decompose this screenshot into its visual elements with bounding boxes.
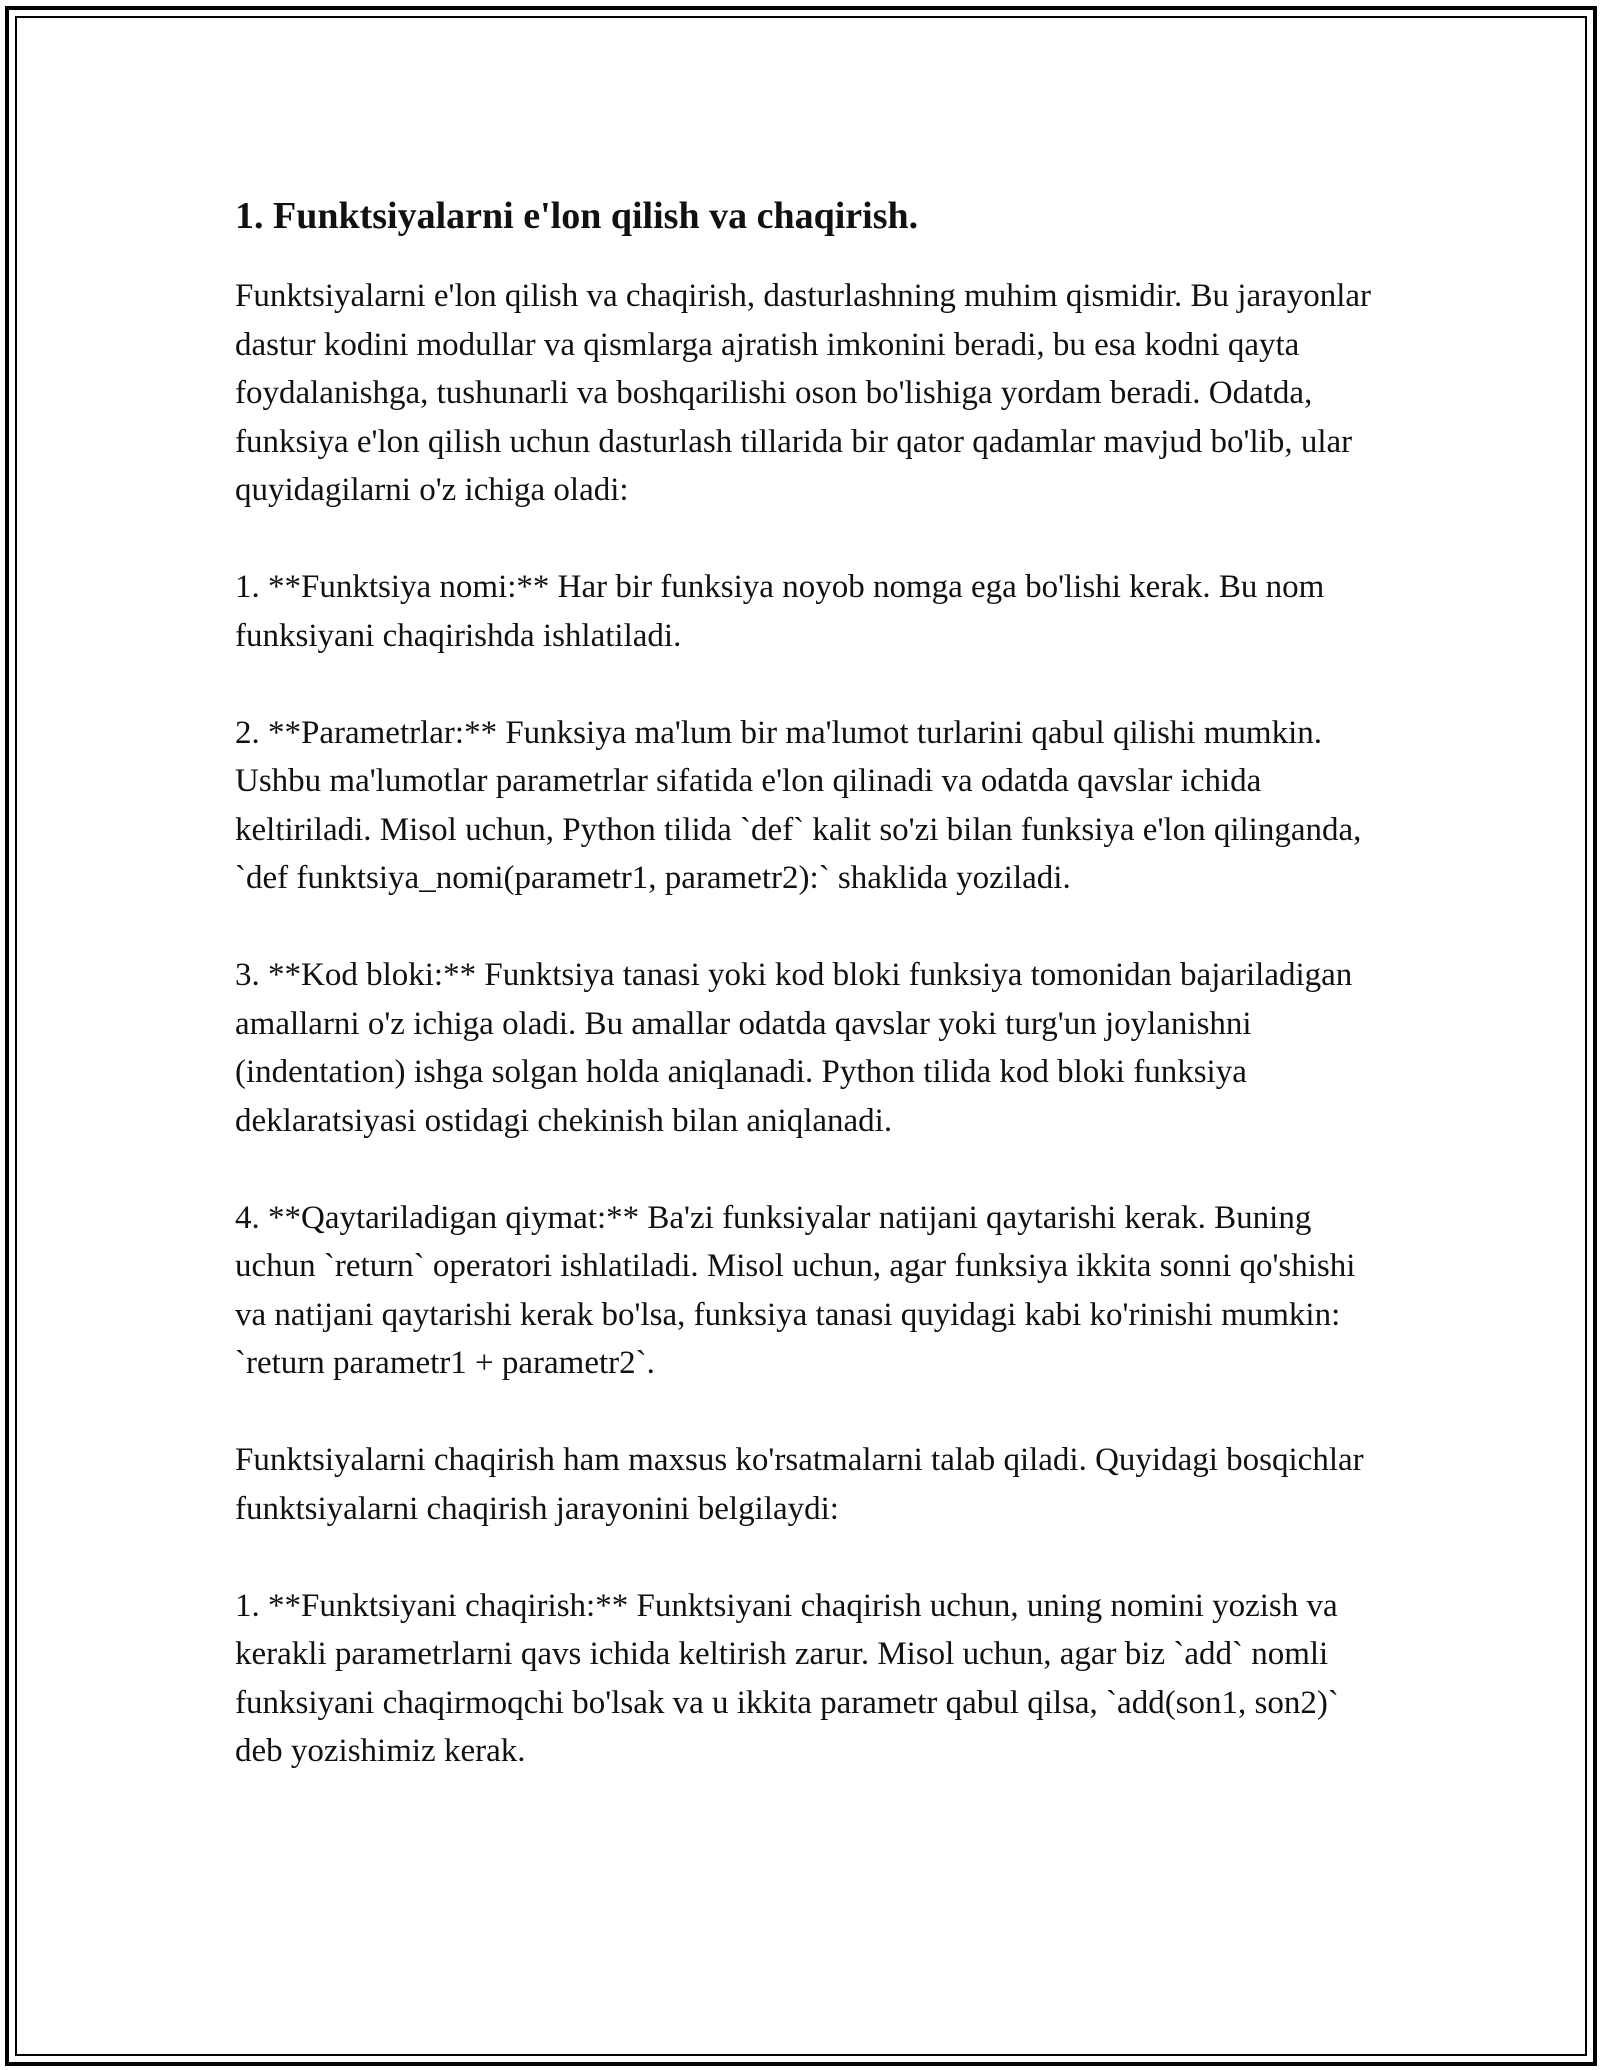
paragraph-spacer (235, 660, 1385, 709)
calling-intro-paragraph: Funktsiyalarni chaqirish ham maxsus ko'rsatmalarni talab qiladi. Quyidagi bosqichlar funktsiyalarni chaqirish jarayonini belgilaydi: (235, 1442, 1364, 1527)
document-title: 1. Funktsiyalarni e'lon qilish va chaqirish. (235, 195, 919, 237)
list-item-calling-function: 1. **Funktsiyani chaqirish:** Funktsiyani chaqirish uchun, uning nomini yozish va kerakli parametrlarni qavs ichida keltirish zarur. Misol uchun, agar biz `add` nomli funksiyani chaqirmoqchi bo'lsak va u ikkita parametr qabul qilsa, `add(son1, son2)` deb yozishimiz kerak. (235, 1587, 1339, 1769)
intro-paragraph: Funktsiyalarni e'lon qilish va chaqirish, dasturlashning muhim qismidir. Bu jarayonlar dastur kodini modullar va qismlarga ajratish imkonini beradi, bu esa kodni qayta foydalanishga, tushunarli va boshqarilishi oson bo'lishiga yordam beradi. Odatda, funksiya e'lon qilish uchun dasturlash tillarida bir qator qadamlar mavjud bo'lib, ular quyidagilarni o'z ichiga oladi: (235, 278, 1372, 508)
list-item-function-name: 1. **Funktsiya nomi:** Har bir funksiya noyob nomga ega bo'lishi kerak. Bu nom funksiyani chaqirishda ishlatiladi. (235, 569, 1325, 654)
document-body (235, 190, 1385, 1776)
paragraph-spacer (235, 1533, 1385, 1582)
paragraph-spacer (235, 1388, 1385, 1437)
paragraph-spacer (235, 515, 1385, 564)
paragraph-spacer (235, 903, 1385, 952)
paragraph-spacer (235, 1145, 1385, 1194)
list-item-return-value: 4. **Qaytariladigan qiymat:** Ba'zi funksiyalar natijani qaytarishi kerak. Buning uchun `return` operatori ishlatiladi. Misol uchun, agar funksiya ikkita sonni qo'shishi va natijani qaytarishi kerak bo'lsa, funksiya tanasi quyidagi kabi ko'rinishi mumkin: `return parametr1 + parametr2`. (235, 1199, 1356, 1381)
list-item-code-block: 3. **Kod bloki:** Funktsiya tanasi yoki kod bloki funksiya tomonidan bajariladigan amallarni o'z ichiga oladi. Bu amallar odatda qavslar yoki turg'un joylanishni (indentation) ishga solgan holda aniqlanadi. Python tilida kod bloki funksiya deklaratsiyasi ostidagi chekinish bilan aniqlanadi. (235, 957, 1353, 1139)
list-item-parameters: 2. **Parametrlar:** Funksiya ma'lum bir ma'lumot turlarini qabul qilishi mumkin. Ushbu ma'lumotlar parametrlar sifatida e'lon qilinadi va odatda qavslar ichida keltiriladi. Misol uchun, Python tilida `def` kalit so'zi bilan funksiya e'lon qilinganda, `def funktsiya_nomi(parametr1, parametr2):` shaklida yoziladi. (235, 714, 1362, 896)
